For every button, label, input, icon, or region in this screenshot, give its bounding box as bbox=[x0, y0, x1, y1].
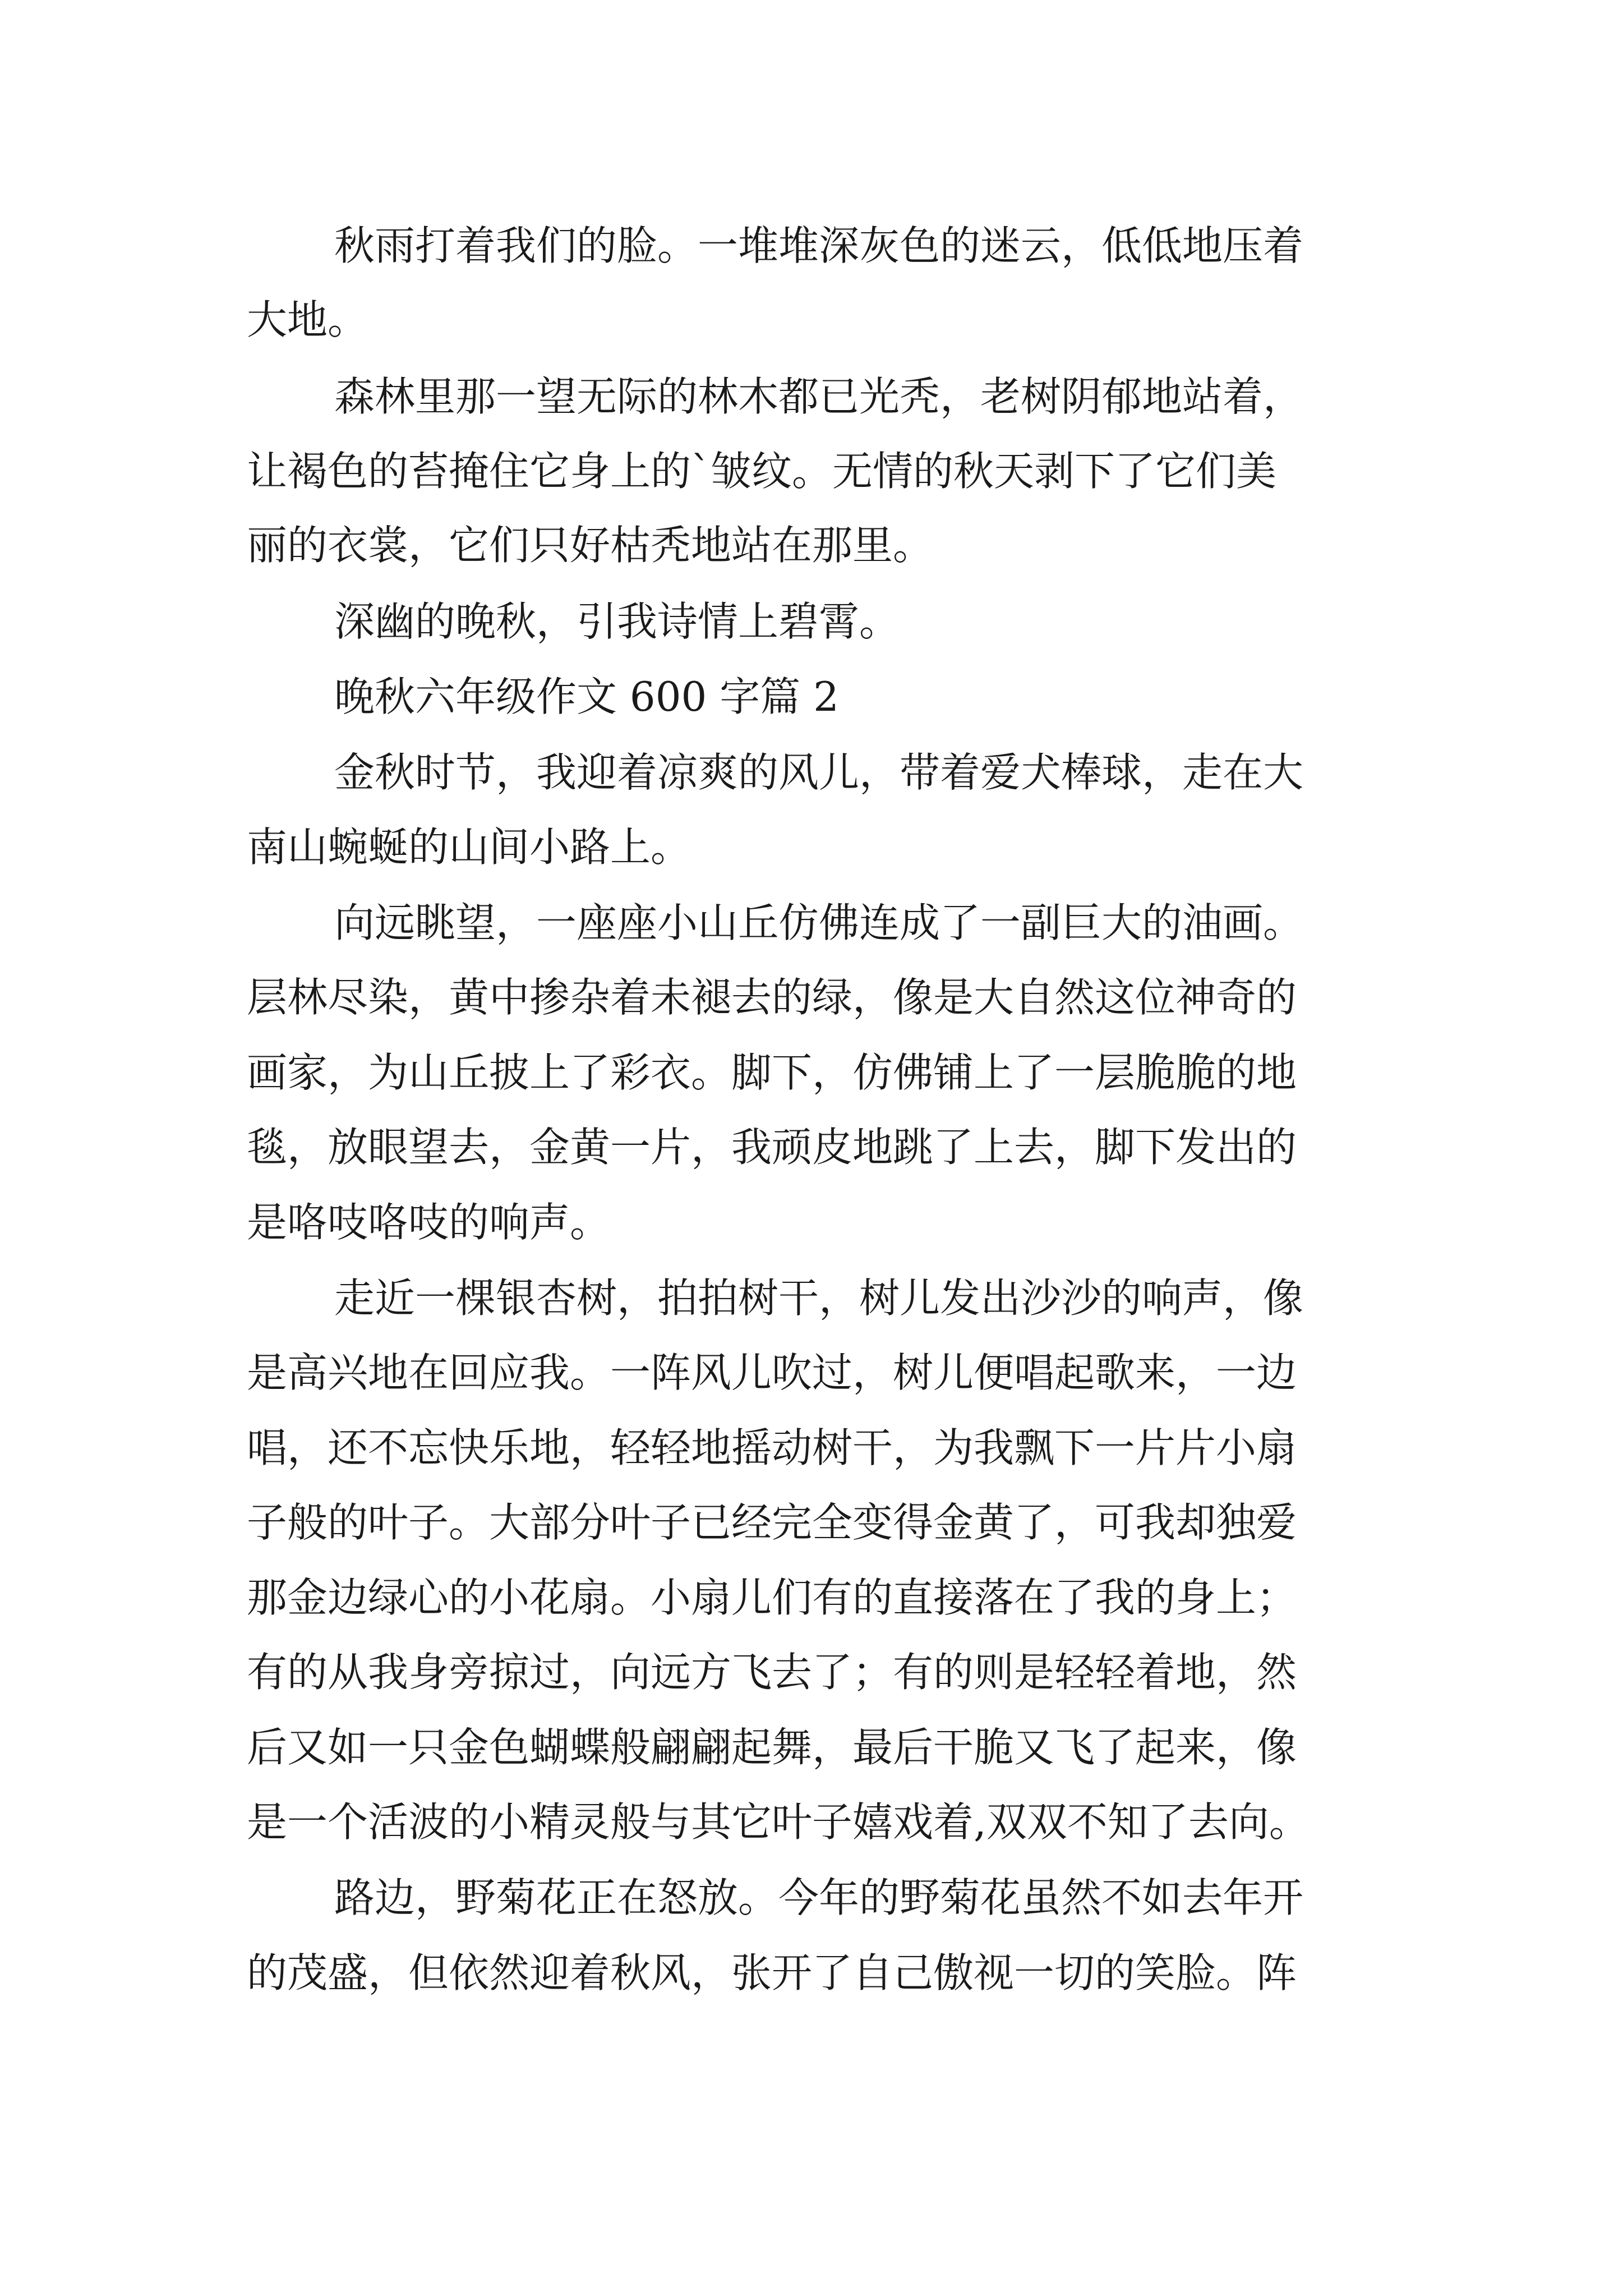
paragraph-6-line-2: 层林尽染，黄中掺杂着未褪去的绿，像是大自然这位神奇的 bbox=[247, 974, 1297, 1021]
paragraph-6-line-1: 向远眺望，一座座小山丘仿佛连成了一副巨大的油画。 bbox=[334, 899, 1304, 946]
paragraph-2-line-1: 森林里那一望无际的林木都已光秃，老树阴郁地站着， bbox=[334, 373, 1304, 420]
paragraph-7-line-5: 那金边绿心的小花扇。小扇儿们有的直接落在了我的身上； bbox=[247, 1574, 1297, 1621]
paragraph-7-line-7: 后又如一只金色蝴蝶般翩翩起舞，最后干脆又飞了起来，像 bbox=[247, 1724, 1297, 1771]
paragraph-5-line-2: 南山蜿蜒的山间小路上。 bbox=[247, 823, 691, 871]
paragraph-1-line-2: 大地。 bbox=[247, 296, 368, 343]
paragraph-8-line-1: 路边，野菊花正在怒放。今年的野菊花虽然不如去年开 bbox=[334, 1874, 1304, 1921]
paragraph-7-line-8: 是一个活波的小精灵般与其它叶子嬉戏着,双双不知了去向。 bbox=[247, 1798, 1310, 1846]
paragraph-7-line-4: 子般的叶子。大部分叶子已经完全变得金黄了，可我却独爱 bbox=[247, 1499, 1297, 1546]
paragraph-6-line-5: 是咯吱咯吱的响声。 bbox=[247, 1199, 611, 1246]
section-heading: 晚秋六年级作文 600 字篇 2 bbox=[334, 673, 839, 720]
paragraph-7-line-1: 走近一棵银杏树，拍拍树干，树儿发出沙沙的响声，像 bbox=[334, 1274, 1304, 1322]
paragraph-6-line-4: 毯，放眼望去，金黄一片，我顽皮地跳了上去，脚下发出的 bbox=[247, 1124, 1297, 1171]
paragraph-1-line-1: 秋雨打着我们的脸。一堆堆深灰色的迷云，低低地压着 bbox=[334, 222, 1304, 269]
paragraph-8-line-2: 的茂盛，但依然迎着秋风，张开了自己傲视一切的笑脸。阵 bbox=[247, 1949, 1297, 1996]
paragraph-7-line-6: 有的从我身旁掠过，向远方飞去了；有的则是轻轻着地，然 bbox=[247, 1649, 1297, 1696]
paragraph-6-line-3: 画家，为山丘披上了彩衣。脚下，仿佛铺上了一层脆脆的地 bbox=[247, 1049, 1297, 1096]
paragraph-7-line-2: 是高兴地在回应我。一阵风儿吹过，树儿便唱起歌来，一边 bbox=[247, 1349, 1297, 1396]
paragraph-7-line-3: 唱，还不忘快乐地，轻轻地摇动树干，为我飘下一片片小扇 bbox=[247, 1424, 1297, 1471]
paragraph-3-line-1: 深幽的晚秋，引我诗情上碧霄。 bbox=[334, 598, 900, 645]
paragraph-2-line-3: 丽的衣裳，它们只好枯秃地站在那里。 bbox=[247, 522, 934, 569]
paragraph-2-line-2: 让褐色的苔掩住它身上的`皱纹。无情的秋天剥下了它们美 bbox=[247, 448, 1277, 495]
paragraph-5-line-1: 金秋时节，我迎着凉爽的风儿，带着爱犬棒球，走在大 bbox=[334, 749, 1304, 796]
